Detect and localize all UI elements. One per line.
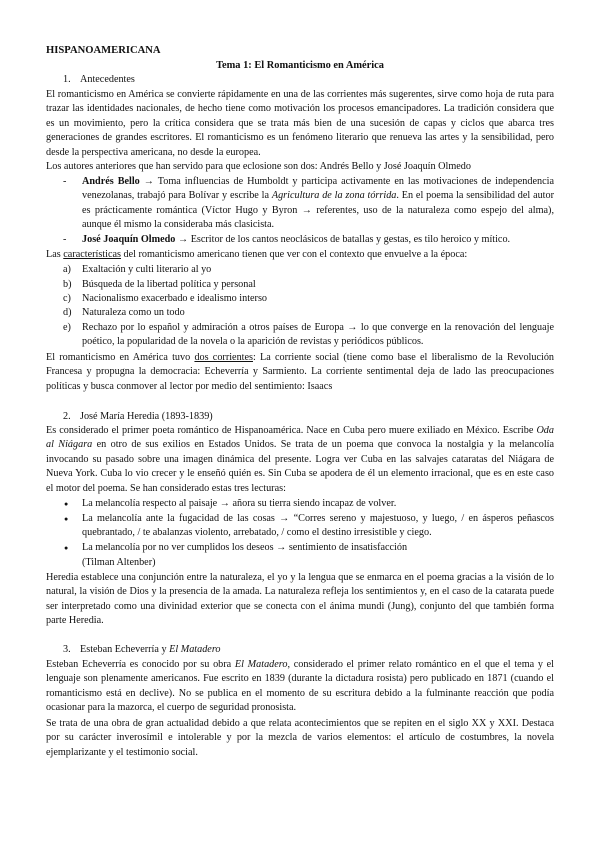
section-3-paragraph-2: Se trata de una obra de gran actualidad debido a que relata acontecimientos que se repiten en el siglo XX y XXI. Destaca por su carácter inverosímil e intolerable y por la mezcla de varios elementos: el artículo de costumbres, la novela ejemplarizante y el testimonio social.	[46, 718, 554, 758]
section-2-number: 2.	[63, 411, 71, 422]
section-1-paragraph-3: El romanticismo en América tuvo dos corrientes: La corriente social (tiene como base el liberalismo de la Revolución Francesa y propugna la democracia: Echeverría y Sarmiento. La corriente sentimental deja de lado las preocupaciones políticas y busca conmover al lector por medio del sentimiento: Isaacs	[46, 352, 555, 392]
characteristic-item: Exaltación y culti literario al yo	[82, 264, 212, 275]
work-title: Agricultura de la zona tórrida	[271, 190, 397, 202]
section-3-heading: Esteban Echeverría y El Matadero	[80, 644, 221, 655]
author-bullet-mark: -	[63, 234, 67, 245]
author-name: Andrés Bello	[82, 176, 140, 187]
reading-item: La melancolía respecto al paisaje → añora su tierra siendo incapaz de volver.	[82, 498, 397, 509]
reading-item: La melancolía por no ver cumplidos los deseos → sentimiento de insatisfacción	[82, 542, 408, 553]
characteristic-item: Búsqueda de la libertad política y personal	[82, 279, 256, 290]
reading-item: La melancolía ante la fugacidad de las cosas → “Corres sereno y majestuoso, y luego, / en ásperos peñascos quebrantado, / te abalanzas violento, arrebatado, / como el destino irresistible y ciego.	[82, 513, 554, 539]
author-description: Escritor de los cantos neoclásicos de batallas y gestas, es tilo heroico y mítico.	[190, 234, 511, 245]
list-marker: b)	[63, 279, 72, 290]
section-2-heading: José María Heredia (1893-1839)	[80, 411, 213, 422]
section-1-heading: Antecedentes	[80, 74, 135, 85]
author-bullet-mark: -	[63, 176, 67, 187]
author-description-end: . En el poema la sensibilidad del autor es prácticamente romántica (Víctor Hugo y Byron → referentes, uso de la naturaleza como espejo del alma), aunque él mismo la consideraba más clasicista.	[82, 190, 555, 231]
author-description: Toma influencias de Humboldt y participa activamente en las motivaciones de independencia venezolanas, trabajó para Bolívar y escribe la	[82, 176, 554, 202]
section-2-paragraph-1: Es considerado el primer poeta romántico de Hispanoamérica. Nace en Cuba pero muere exiliado en México. Escribe Oda al Niágara en otro de sus exilios en Estados Unidos. Se trata de un poema que convoca la nostalgia y la melancolía invocando su pasado sobre una imagen dinámica del presente. Logra ver Cuba en las salvajes cataratas del Niágara de Nueva York. Cuba lo vio crecer y le enseñó quién es. Sin Cuba se apodera de él un elemento irracional, que es en este caso el motor del poema. Se han considerado estas tres lecturas:	[46, 425, 554, 494]
characteristic-item: Naturaleza como un todo	[82, 307, 185, 318]
list-marker: e)	[63, 322, 71, 333]
underlined-term: dos corrientes	[194, 352, 253, 363]
work-title: El Matadero	[234, 659, 288, 670]
characteristic-item: Nacionalismo exacerbado e idealismo interso	[82, 293, 268, 304]
work-title: El Matadero	[169, 644, 221, 655]
section-2-paragraph-2: Heredia establece una conjunción entre la naturaleza, el yo y la lengua que se enmarca en el poema gracias a la visión de lo natural, la visión de Dios y la presencia de la amada. La naturaleza refleja los sentimientos y, en el caso de la catarata puede ser interpretado como una divinidad exterior que se conecta con el ánima mundi (Jung), conjunto del que también forma parte Heredia.	[46, 572, 554, 627]
section-1-number: 1.	[63, 74, 71, 85]
work-title: Oda al Niágara	[46, 425, 554, 451]
section-3-number: 3.	[63, 644, 71, 655]
section-1-paragraph-1: El romanticismo en América se convierte rápidamente en una de las corrientes más sugerentes, sirve como hoja de ruta para trazar las identidades nacionales, de hecho tiene como motivación los procesos emancipadores. La tradición considera que es un movimiento, pero la crítica considera que se trata más bien de una sucesión de capas y ciclos que abarca tres generaciones de grandes escritores. El romanticismo es un fenómeno literario que renueva las artes y la sensibilidad, pero desde la perspectiva americana, no desde la europea.	[46, 89, 554, 158]
characteristics-intro: Las características del romanticismo americano tienen que ver con el contexto que envuelve a la época:	[46, 249, 468, 260]
author-name: José Joaquín Olmedo	[82, 234, 176, 245]
bullet-icon: ●	[64, 544, 69, 552]
list-marker: a)	[63, 264, 71, 275]
arrow-icon: →	[177, 234, 189, 245]
section-3-paragraph-1: Esteban Echeverría es conocido por su obra El Matadero, considerado el primer relato romántico en el que el tema y el lenguaje son plenamente americanos. Fue escrito en 1839 (durante la dictadura rosista) pero publicado en 1871 (cuando el romanticismo está en declive). No se publica en el momento de su escritura debido a la fulminante reacción que podía ocasionar para la mazorca, el cuerpo de seguridad pronosista.	[46, 659, 555, 714]
reading-item-note: (Tilman Altenber)	[82, 557, 156, 568]
author-item-bello	[82, 175, 554, 233]
document-title: Tema 1: El Romanticismo en América	[216, 60, 384, 71]
characteristic-item: Rechazo por lo español y admiración a otros países de Europa → lo que converge en la renovación del lenguaje poético, la popularidad de la novela o la aparición de revistas y periódicos públicos.	[82, 322, 554, 348]
author-item-olmedo	[82, 233, 554, 247]
document-header: HISPANOAMERICANA	[46, 45, 161, 56]
list-marker: c)	[63, 293, 71, 304]
bullet-icon: ●	[64, 515, 69, 523]
list-marker: d)	[63, 307, 72, 318]
section-1-paragraph-2: Los autores anteriores que han servido para que eclosione son dos: Andrés Bello y José Joaquín Olmedo	[46, 161, 471, 172]
arrow-icon: →	[143, 176, 154, 187]
bullet-icon: ●	[64, 500, 69, 508]
underlined-term: características	[63, 249, 121, 260]
